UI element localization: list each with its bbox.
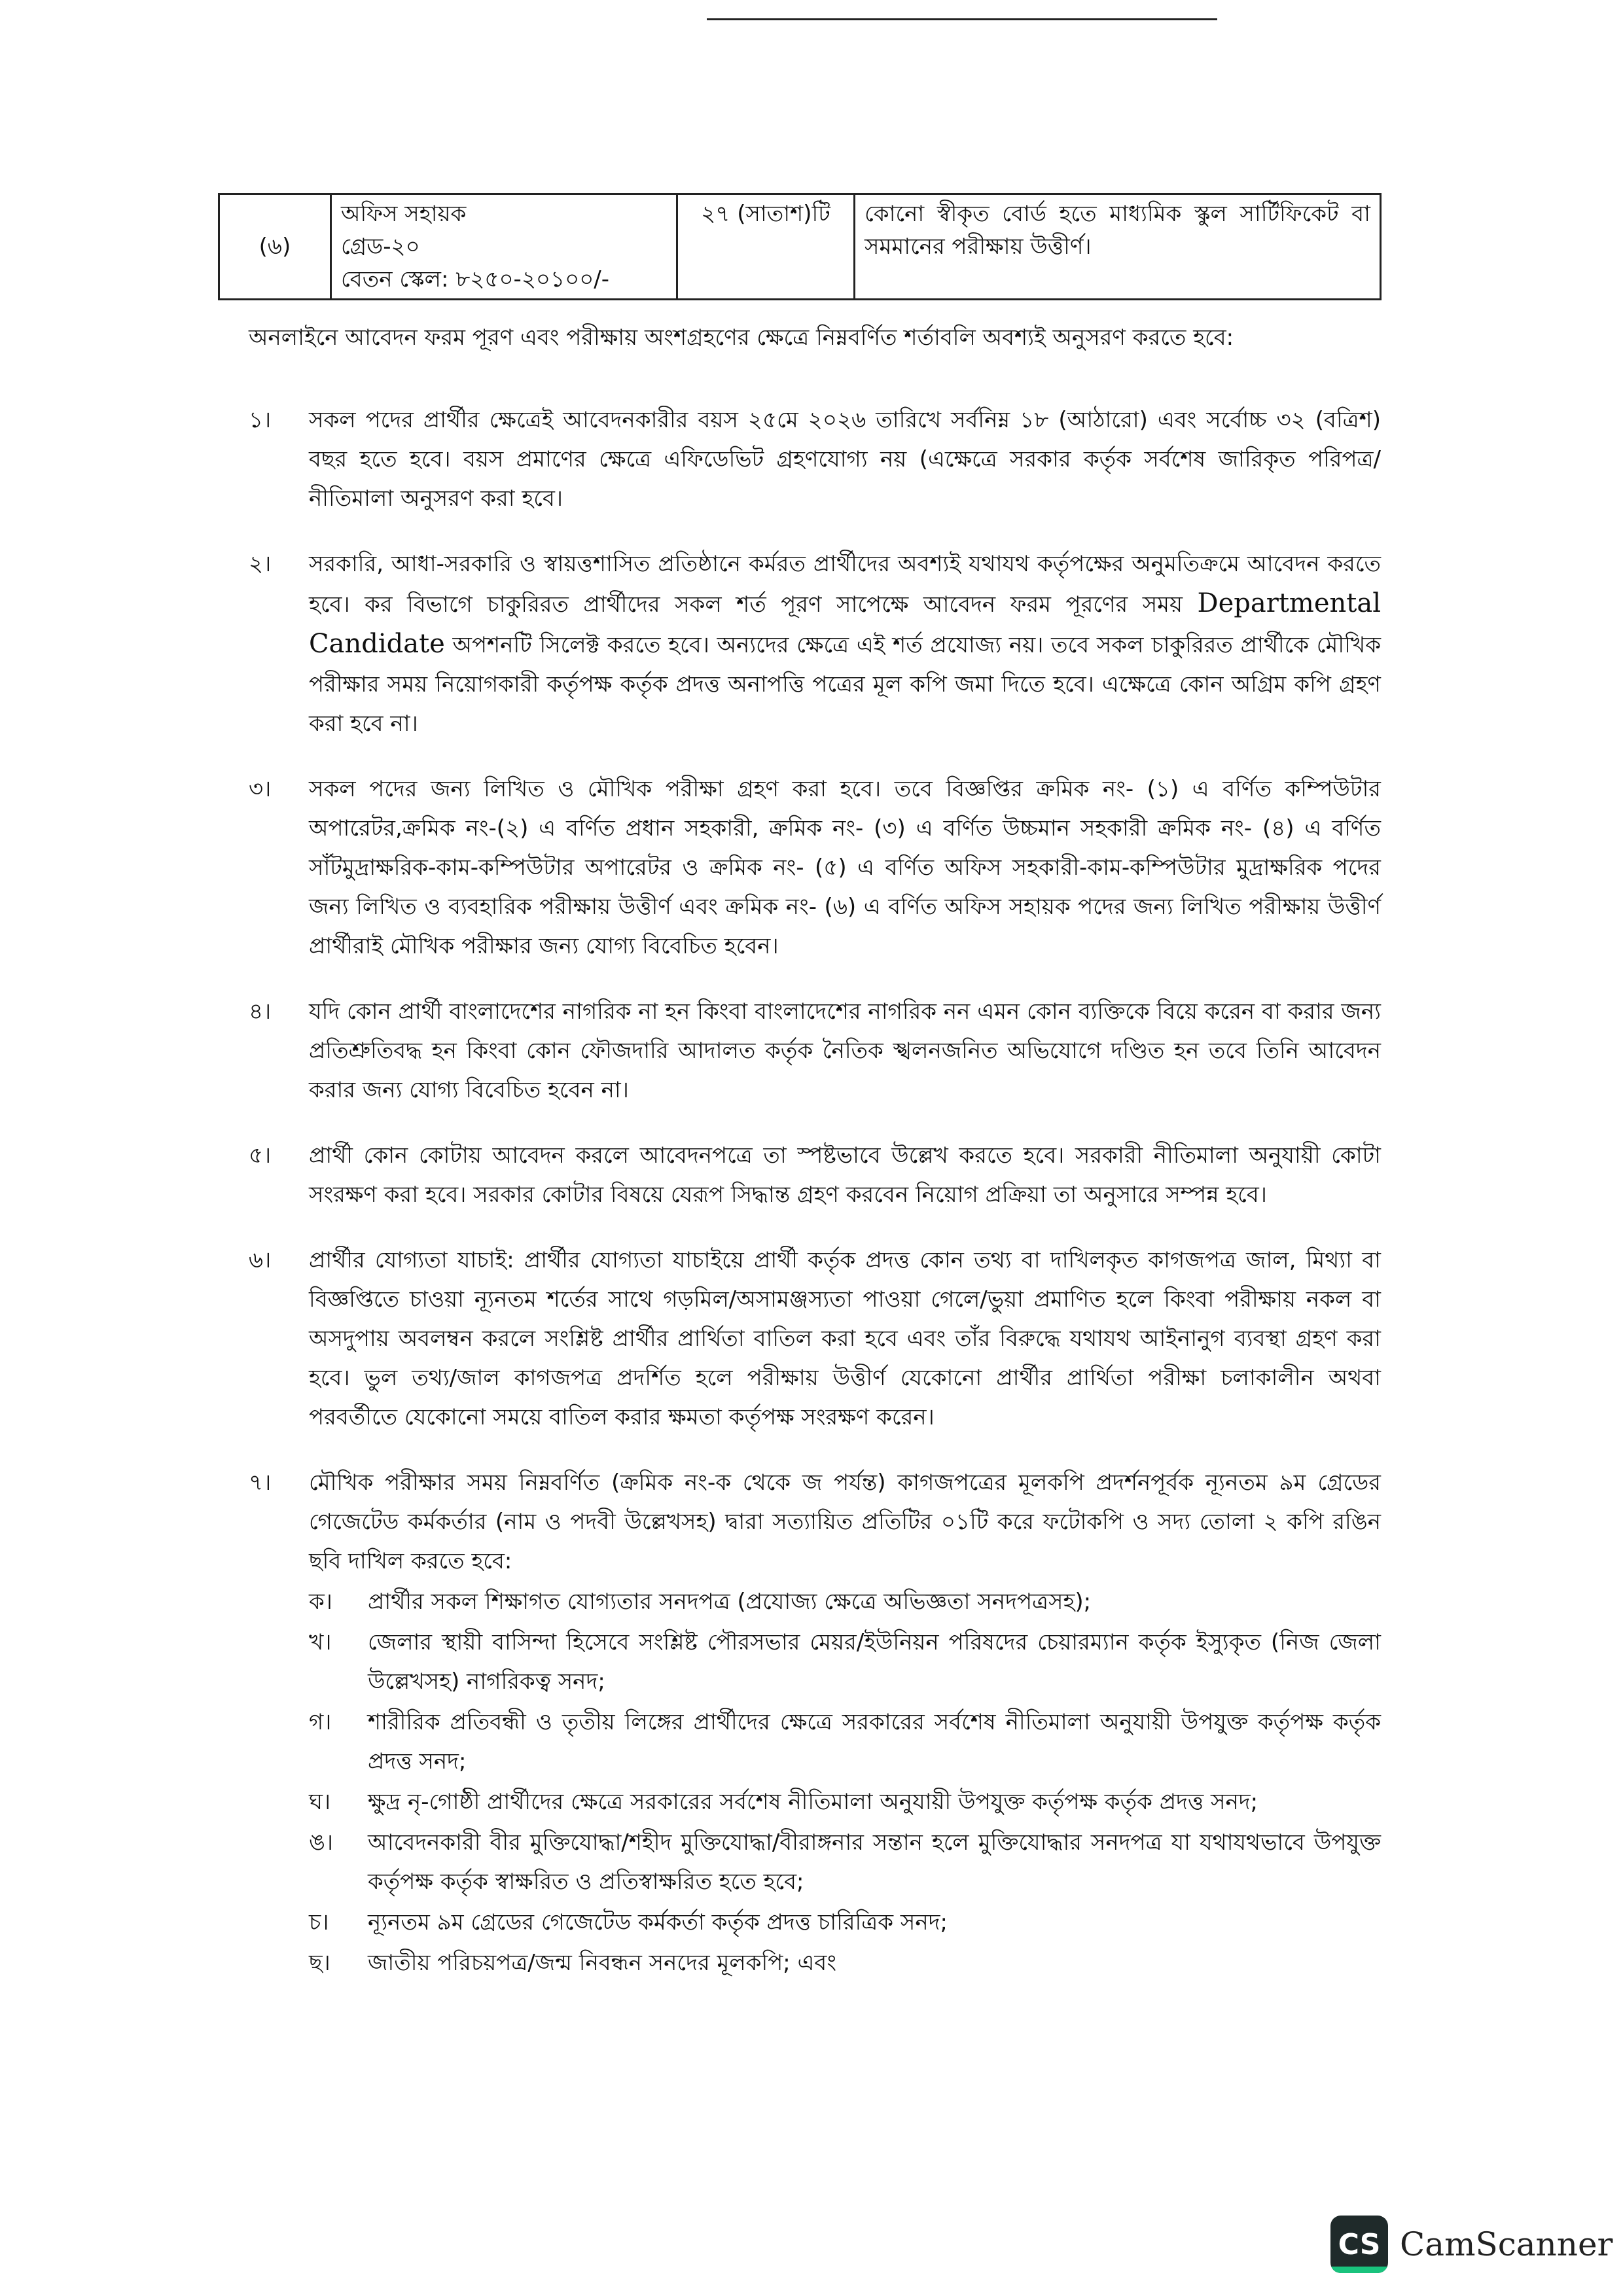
document-item-text: শারীরিক প্রতিবন্ধী ও তৃতীয় লিঙ্গের প্রার্থীদের ক্ষেত্রে সরকারের সর্বশেষ নীতিমালা অনুযায়ী উপযুক্ত কর্তৃপক্ষ কর্তৃক প্রদত্ত সনদ; — [368, 1709, 1381, 1775]
document-item-text: জাতীয় পরিচয়পত্র/জন্ম নিবন্ধন সনদের মূলকপি; এবং — [368, 1950, 836, 1976]
rule-text: প্রার্থীর যোগ্যতা যাচাই: প্রার্থীর যোগ্যতা যাচাইয়ে প্রার্থী কর্তৃক প্রদত্ত কোন তথ্য বা দাখিলকৃত কাগজপত্র জাল, মিথ্যা বা বিজ্ঞপ্তিতে চাওয়া ন্যূনতম শর্তের সাথে গড়মিল/অসামঞ্জস্যতা পাওয়া গেলে/ভুয়া প্রমাণিত হলে কিংবা পরীক্ষায় নকল বা অসদুপায় অবলম্বন করলে সংশ্লিষ্ট প্রার্থীর প্রার্থিতা বাতিল করা হবে এবং তাঁর বিরুদ্ধে যথাযথ আইনানুগ ব্যবস্থা গ্রহণ করা হবে। ভুল তথ্য/জাল কাগজপত্র প্রদর্শিত হলে পরীক্ষায় উত্তীর্ণ যেকোনো প্রার্থীর প্রার্থিতা পরীক্ষা চলাকালীন অথবা পরবর্তীতে যেকোনো সময়ে বাতিল করার ক্ষমতা কর্তৃপক্ষ সংরক্ষণ করেন। — [309, 1247, 1381, 1430]
rule-text: প্রার্থী কোন কোটায় আবেদন করলে আবেদনপত্রে তা স্পষ্টভাবে উল্লেখ করতে হবে। সরকারী নীতিমালা অনুযায়ী কোটা সংরক্ষণ করা হবে। সরকার কোটার বিষয়ে যেরূপ সিদ্ধান্ত গ্রহণ করবেন নিয়োগ প্রক্রিয়া তা অনুসারে সম্পন্ন হবে। — [309, 1142, 1381, 1208]
rule-number: ৩। — [249, 776, 272, 802]
rule-text-block — [309, 1463, 1381, 1983]
rule-number: ৬। — [249, 1247, 272, 1273]
rule-text: সকল পদের প্রার্থীর ক্ষেত্রেই আবেদনকারীর বয়স ২৫মে ২০২৬ তারিখে সর্বনিম্ন ১৮ (আঠারো) এবং সর্বোচ্চ ৩২ (বত্রিশ) বছর হতে হবে। বয়স প্রমাণের ক্ষেত্রে এফিডেভিট গ্রহণযোগ্য নয় (এক্ষেত্রে সরকার কর্তৃক সর্বশেষ জারিকৃত পরিপত্র/নীতিমালা অনুসরণ করা হবে। — [309, 407, 1381, 512]
departmental-candidate-option: Departmental Candidate — [309, 588, 1381, 659]
qualification-cell: কোনো স্বীকৃত বোর্ড হতে মাধ্যমিক স্কুল সার্টিফিকেট বা সমমানের পরীক্ষায় উত্তীর্ণ। — [855, 194, 1381, 300]
document-item-text: আবেদনকারী বীর মুক্তিযোদ্ধা/শহীদ মুক্তিযোদ্ধা/বীরাঙ্গনার সন্তান হলে মুক্তিযোদ্ধার সনদপত্র যা যথাযথভাবে উপযুক্ত কর্তৃপক্ষ কর্তৃক স্বাক্ষরিত ও প্রতিস্বাক্ষরিত হতে হবে; — [368, 1829, 1381, 1895]
rule-text — [309, 544, 1381, 743]
table-row — [219, 194, 1381, 300]
document-item-number: চ। — [309, 1909, 329, 1935]
document-item — [309, 1782, 1381, 1822]
serial-cell: (৬) — [219, 194, 331, 300]
rule-4 — [249, 992, 1381, 1110]
rule-2 — [249, 544, 1381, 743]
rule-number: ২। — [249, 551, 272, 577]
camscanner-brand: CamScanner — [1400, 2225, 1613, 2263]
document-item-number: ঙ। — [309, 1829, 334, 1856]
document-item — [309, 1903, 1381, 1942]
document-item-number: ছ। — [309, 1950, 330, 1976]
document-item-number: ক। — [309, 1589, 332, 1615]
post-name: অফিস সহায়ক — [341, 201, 467, 227]
document-item-number: গ। — [309, 1709, 332, 1735]
camscanner-watermark — [1330, 2215, 1613, 2274]
document-item — [309, 1582, 1381, 1621]
document-item — [309, 1943, 1381, 1983]
conditions-intro: অনলাইনে আবেদন ফরম পূরণ এবং পরীক্ষায় অংশগ্রহণের ক্ষেত্রে নিম্নবর্ণিত শর্তাবলি অবশ্যই অনুসরণ করতে হবে: — [249, 325, 1234, 351]
document-item-number: ঘ। — [309, 1789, 331, 1815]
post-pay-scale: বেতন স্কেল: ৮২৫০-২০১০০/- — [341, 266, 610, 292]
rule-text-part: সরকারি, আধা-সরকারি ও স্বায়ত্তশাসিত প্রতিষ্ঠানে কর্মরত প্রার্থীদের অবশ্যই যথাযথ কর্তৃপক্ষের অনুমতিক্রমে আবেদন করতে হবে। কর বিভাগে চাকুরিরত প্রার্থীদের সকল শর্ত পূরণ সাপেক্ষে আবেদন ফরম পূরণের সময় — [309, 551, 1381, 618]
document-item-text: ন্যূনতম ৯ম গ্রেডের গেজেটেড কর্মকর্তা কর্তৃক প্রদত্ত চারিত্রিক সনদ; — [368, 1909, 948, 1935]
rule-number: ৫। — [249, 1142, 272, 1169]
rule-text-part: অপশনটি সিলেক্ট করতে হবে। অন্যদের ক্ষেত্রে এই শর্ত প্রযোজ্য নয়। তবে সকল চাকুরিরত প্রার্থীকে মৌখিক পরীক্ষার সময় নিয়োগকারী কর্তৃপক্ষ কর্তৃক প্রদত্ত অনাপত্তি পত্রের মূল কপি জমা দিতে হবে। এক্ষেত্রে কোন অগ্রিম কপি গ্রহণ করা হবে না। — [309, 632, 1381, 737]
rule-6 — [249, 1241, 1381, 1437]
camscanner-logo-icon: CS — [1330, 2216, 1388, 2273]
rule-1 — [249, 400, 1381, 518]
rule-5 — [249, 1136, 1381, 1214]
rule-number: ৭। — [249, 1470, 272, 1496]
rule-number: ৪। — [249, 998, 272, 1025]
rule-7 — [249, 1463, 1381, 1983]
rules-list — [249, 400, 1381, 2009]
rule-number: ১। — [249, 407, 272, 433]
post-table — [218, 193, 1382, 300]
document-item — [309, 1703, 1381, 1781]
rule-text: মৌখিক পরীক্ষার সময় নিম্নবর্ণিত (ক্রমিক নং-ক থেকে জ পর্যন্ত) কাগজপত্রের মূলকপি প্রদর্শনপূর্বক ন্যূনতম ৯ম গ্রেডের গেজেটেড কর্মকর্তার (নাম ও পদবী উল্লেখসহ) দ্বারা সত্যায়িত প্রতিটির ০১টি করে ফটোকপি ও সদ্য তোলা ২ কপি রঙিন ছবি দাখিল করতে হবে: — [309, 1470, 1381, 1574]
document-item — [309, 1823, 1381, 1901]
post-cell — [331, 194, 677, 300]
document-item — [309, 1623, 1381, 1701]
rule-3 — [249, 769, 1381, 966]
document-item-text: প্রার্থীর সকল শিক্ষাগত যোগ্যতার সনদপত্র (প্রযোজ্য ক্ষেত্রে অভিজ্ঞতা সনদপত্রসহ); — [368, 1589, 1092, 1615]
post-grade: গ্রেড-২০ — [341, 234, 420, 260]
rule-text: যদি কোন প্রার্থী বাংলাদেশের নাগরিক না হন কিংবা বাংলাদেশের নাগরিক নন এমন কোন ব্যক্তিকে বিয়ে করেন বা করার জন্য প্রতিশ্রুতিবদ্ধ হন কিংবা কোন ফৌজদারি আদালত কর্তৃক নৈতিক স্খলনজনিত অভিযোগে দণ্ডিত হন তবে তিনি আবেদন করার জন্য যোগ্য বিবেচিত হবেন না। — [309, 998, 1381, 1103]
document-item-text: ক্ষুদ্র নৃ-গোষ্ঠী প্রার্থীদের ক্ষেত্রে সরকারের সর্বশেষ নীতিমালা অনুযায়ী উপযুক্ত কর্তৃপক্ষ কর্তৃক প্রদত্ত সনদ; — [368, 1789, 1258, 1815]
document-item-text: জেলার স্থায়ী বাসিন্দা হিসেবে সংশ্লিষ্ট পৌরসভার মেয়র/ইউনিয়ন পরিষদের চেয়ারম্যান কর্তৃক ইস্যুকৃত (নিজ জেলা উল্লেখসহ) নাগরিকত্ব সনদ; — [368, 1629, 1381, 1695]
post-count-cell: ২৭ (সাতাশ)টি — [677, 194, 855, 300]
document-item-number: খ। — [309, 1629, 332, 1655]
rule-text: সকল পদের জন্য লিখিত ও মৌখিক পরীক্ষা গ্রহণ করা হবে। তবে বিজ্ঞপ্তির ক্রমিক নং- (১) এ বর্ণিত কম্পিউটার অপারেটর,ক্রমিক নং-(২) এ বর্ণিত প্রধান সহকারী, ক্রমিক নং- (৩) এ বর্ণিত উচ্চমান সহকারী ক্রমিক নং- (৪) এ বর্ণিত সাঁটমুদ্রাক্ষরিক-কাম-কম্পিউটার অপারেটর ও ক্রমিক নং- (৫) এ বর্ণিত অফিস সহকারী-কাম-কম্পিউটার মুদ্রাক্ষরিক পদের জন্য লিখিত ও ব্যবহারিক পরীক্ষায় উত্তীর্ণ এবং ক্রমিক নং- (৬) এ বর্ণিত অফিস সহায়ক পদের জন্য লিখিত পরীক্ষায় উত্তীর্ণ প্রার্থীরাই মৌখিক পরীক্ষার জন্য যোগ্য বিবেচিত হবেন। — [309, 776, 1382, 959]
top-rule — [707, 18, 1217, 20]
